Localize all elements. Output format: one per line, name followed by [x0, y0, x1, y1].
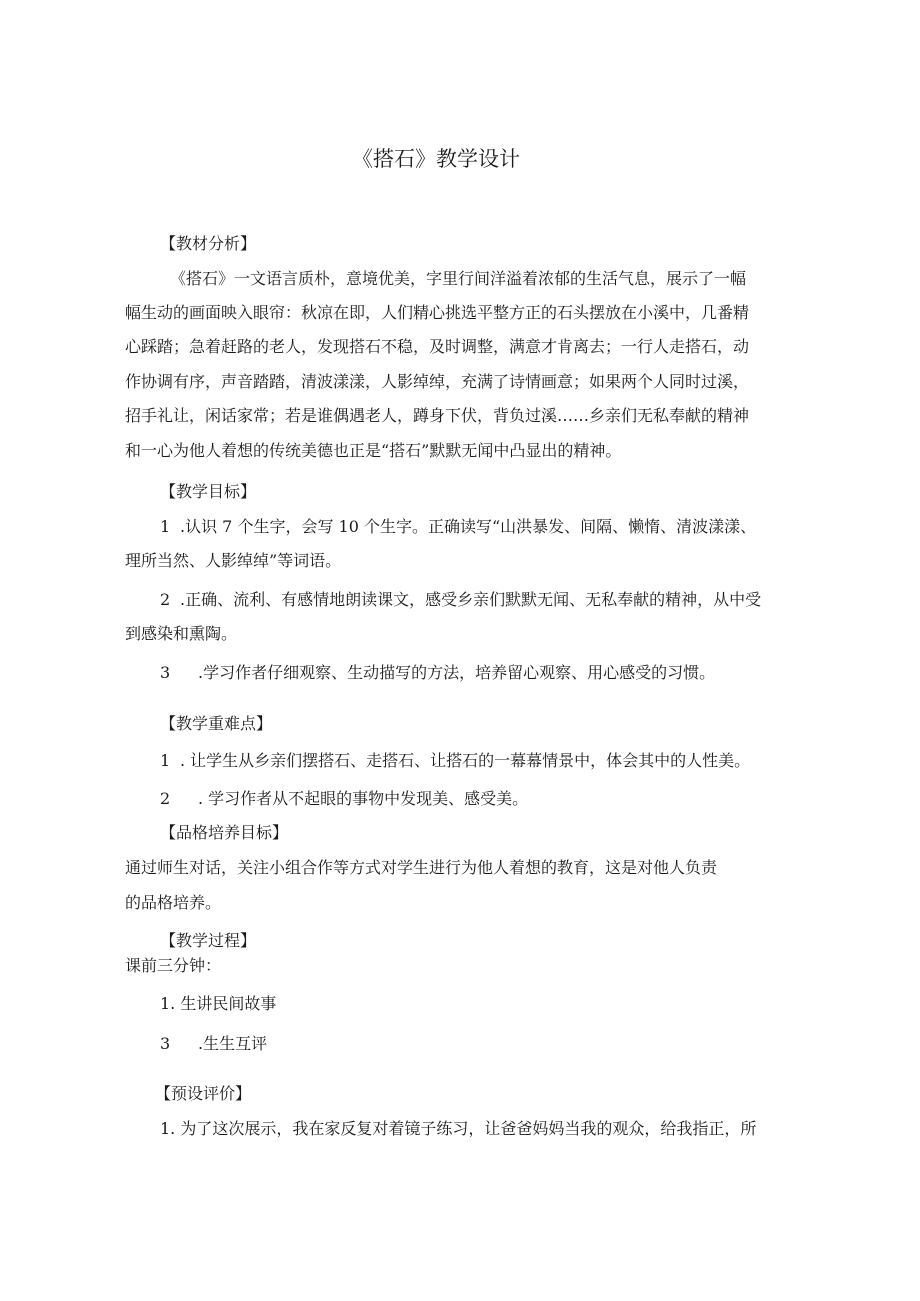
- goal-text: .正确、流利、有感情地朗读课文，感受乡亲们默默无闻、无私奉献的精神，从中受: [180, 590, 762, 609]
- character-line: 的品格培养。: [125, 893, 222, 912]
- evaluation-heading: 【预设评价】: [155, 1084, 252, 1103]
- goal-text: .学习作者仔细观察、生动描写的方法，培养留心观察、用心感受的习惯。: [198, 663, 716, 682]
- analysis-line: 作协调有序，声音踏踏，清波漾漾，人影绰绰，充满了诗情画意；如果两个人同时过溪，: [125, 372, 750, 391]
- goal-number: 2: [160, 590, 171, 609]
- key-point-text: . 让学生从乡亲们摆搭石、走搭石、让搭石的一幕幕情景中，体会其中的人性美。: [180, 751, 751, 770]
- goals-heading: 【教学目标】: [160, 482, 257, 501]
- key-points-heading: 【教学重难点】: [160, 714, 273, 733]
- process-text: .生生互评: [198, 1034, 268, 1053]
- process-heading: 【教学过程】: [160, 931, 257, 950]
- process-item-1: 1. 生讲民间故事: [160, 994, 277, 1013]
- key-point-number: 2: [160, 789, 171, 808]
- evaluation-line: 1. 为了这次展示，我在家反复对着镜子练习，让爸爸妈妈当我的观众，给我指正，所: [160, 1119, 757, 1138]
- analysis-line: 《搭石》一文语言质朴，意境优美，字里行间洋溢着浓郁的生活气息，展示了一幅: [170, 269, 747, 288]
- process-item-2: [160, 1033, 267, 1055]
- goal-text: .认识 7 个生字，会写 10 个生字。正确读写“山洪暴发、间隔、懒惰、清波漾漾、: [180, 517, 757, 536]
- key-point-text: . 学习作者从不起眼的事物中发现美、感受美。: [198, 789, 529, 808]
- goal-number: 1: [160, 517, 171, 536]
- process-number: 3: [160, 1034, 171, 1053]
- goal-item-2: [160, 589, 761, 611]
- key-point-item-1: [160, 750, 750, 772]
- goal-item-2-continued: 到感染和熏陶。: [125, 624, 238, 643]
- goal-number: 3: [160, 663, 171, 682]
- analysis-line: 幅生动的画面映入眼帘：秋凉在即，人们精心挑选平整方正的石头摆放在小溪中，几番精: [125, 303, 750, 322]
- character-heading: 【品格培养目标】: [160, 823, 289, 842]
- character-line: 通过师生对话，关注小组合作等方式对学生进行为他人着想的教育，这是对他人负责: [125, 858, 718, 877]
- analysis-line: 心踩踏；急着赶路的老人，发现搭石不稳，及时调整，满意才肯离去；一行人走搭石，动: [125, 337, 750, 356]
- goal-item-1-continued: 理所当然、人影绰绰”等词语。: [125, 551, 342, 570]
- key-point-item-2: [160, 788, 528, 810]
- analysis-line: 招手礼让，闲话家常；若是谁偶遇老人，蹲身下伏，背负过溪……乡亲们无私奉献的精神: [125, 406, 750, 425]
- analysis-heading: 【教材分析】: [160, 234, 257, 253]
- key-point-number: 1: [160, 751, 171, 770]
- goal-item-1: [160, 516, 756, 538]
- analysis-line: 和一心为他人着想的传统美德也正是“搭石”默默无闻中凸显出的精神。: [125, 441, 622, 460]
- document-title: 《搭石》教学设计: [352, 147, 520, 171]
- goal-item-3: [160, 662, 715, 684]
- process-intro: 课前三分钟：: [125, 956, 222, 975]
